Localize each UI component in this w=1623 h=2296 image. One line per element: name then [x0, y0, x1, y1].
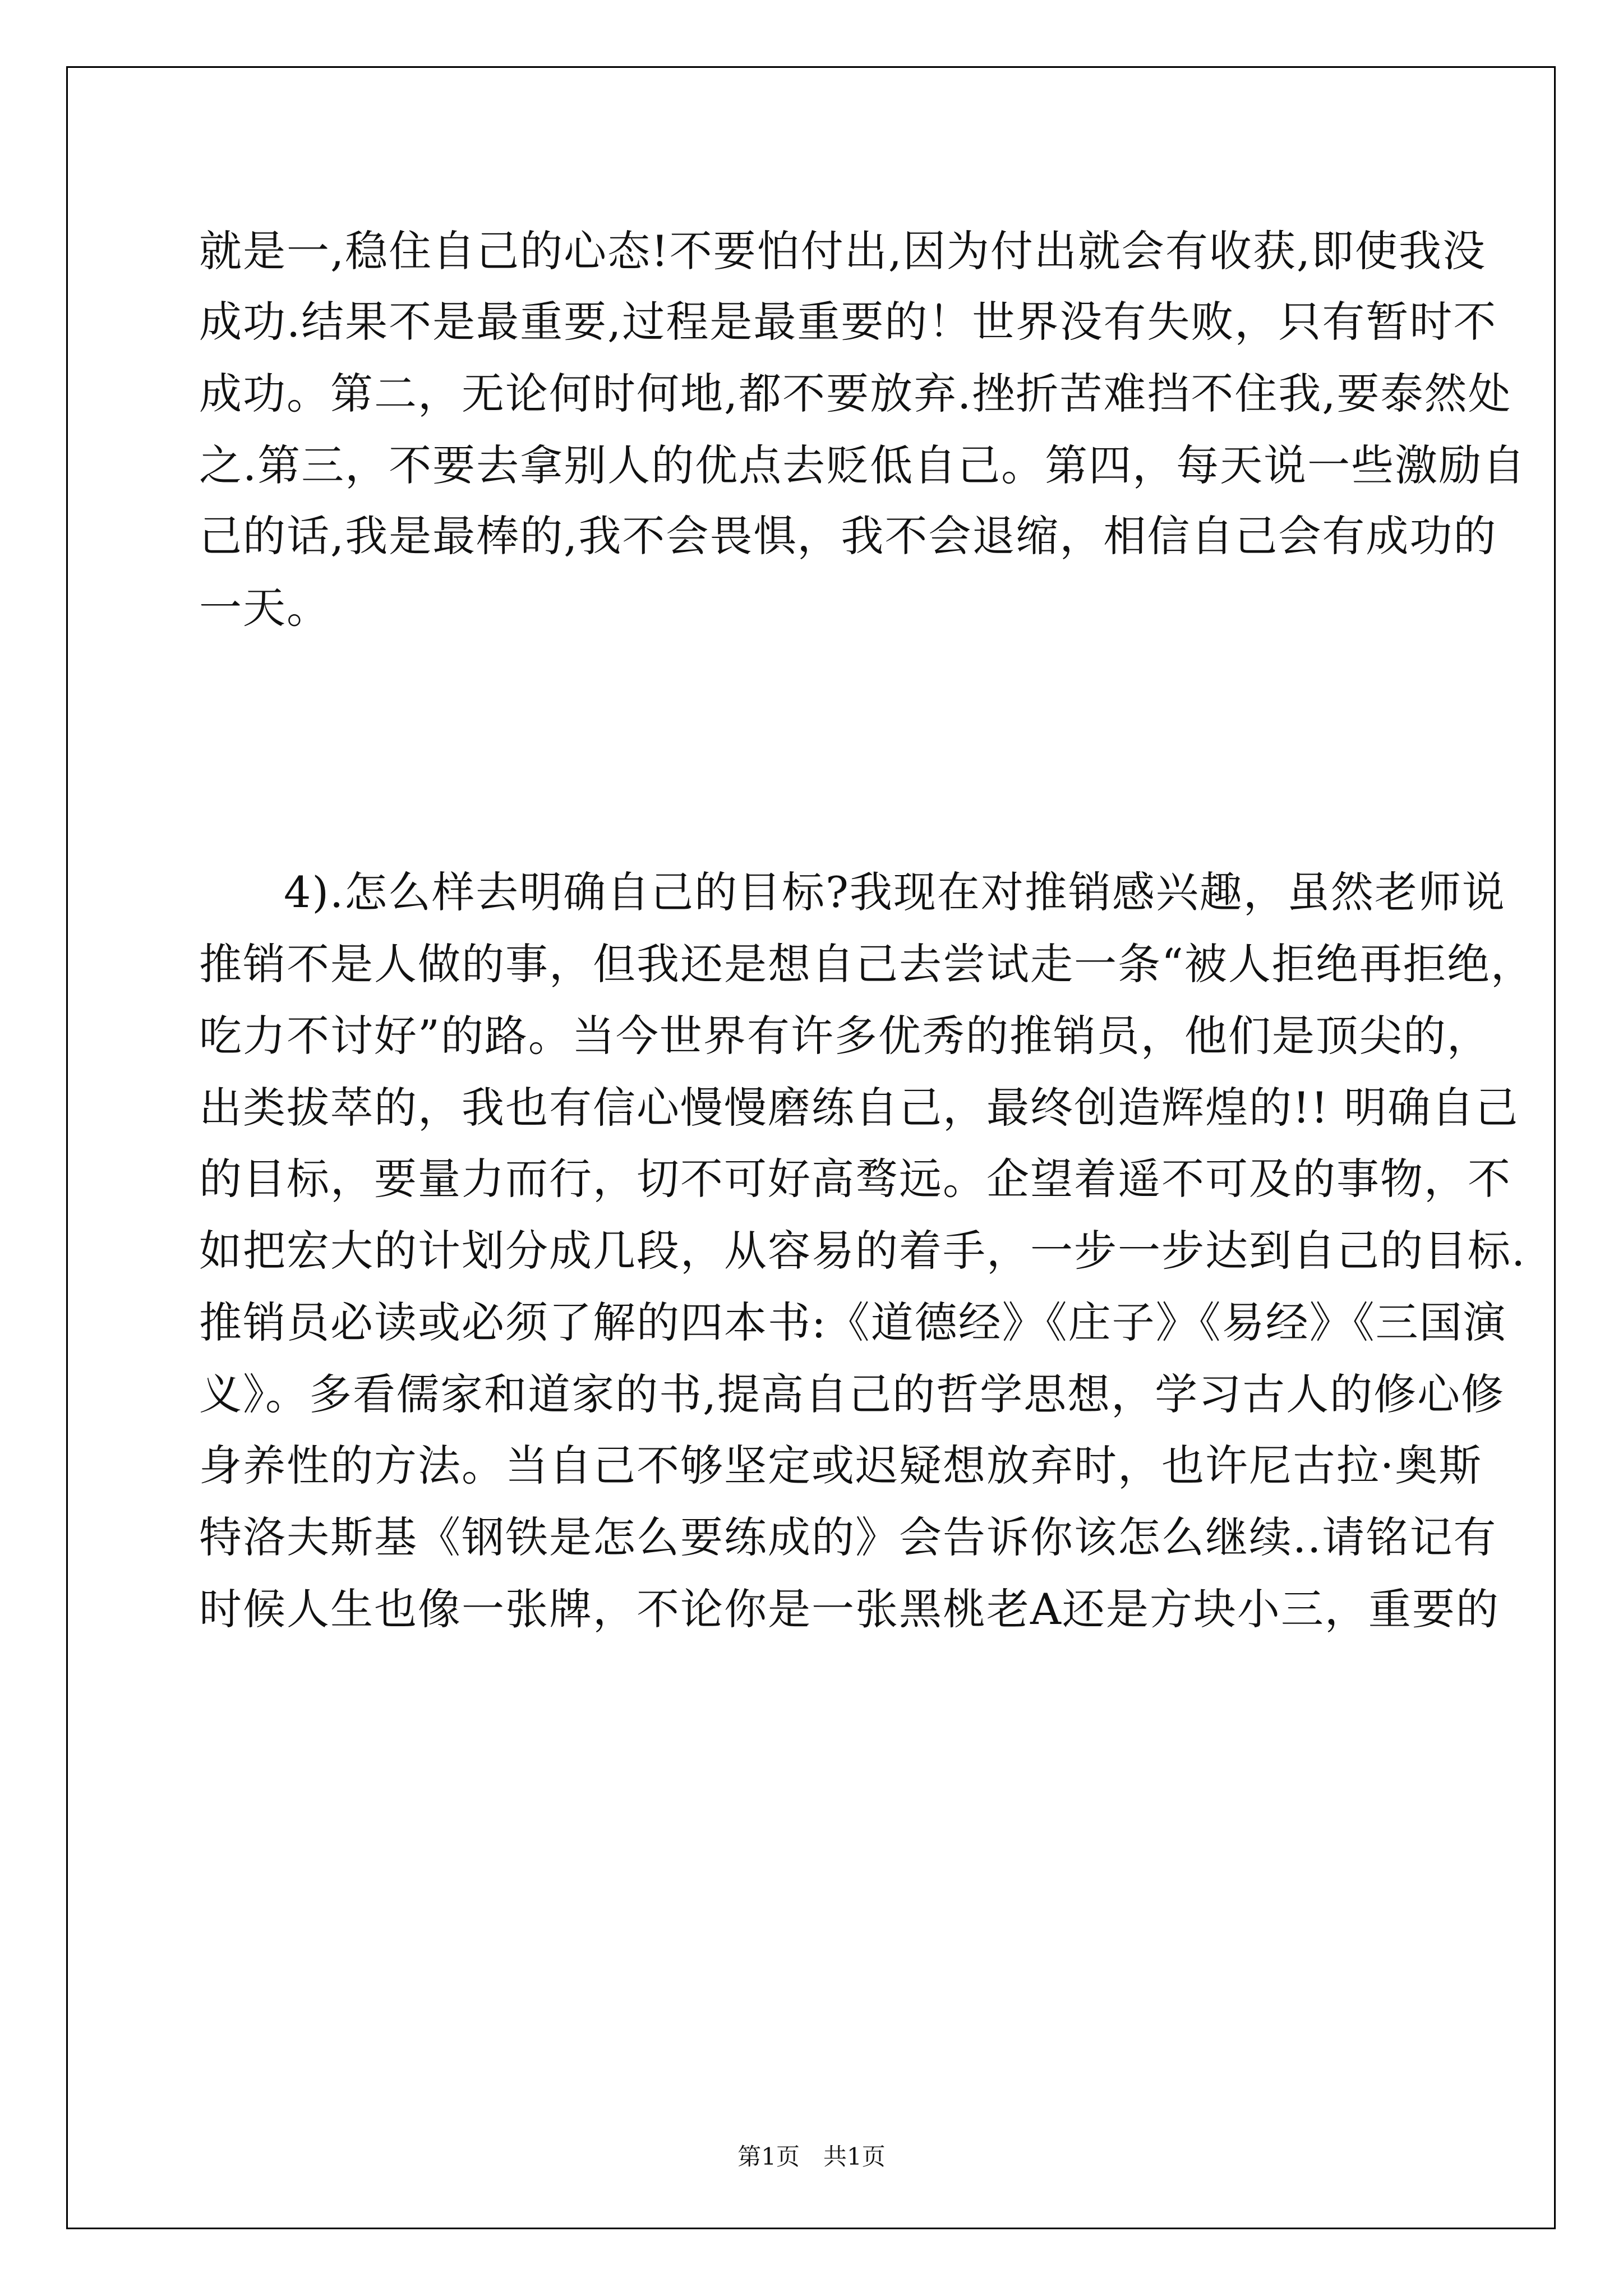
page-number-footer: 第1页 共1页 — [737, 2143, 886, 2170]
text-line: 特洛夫斯基《钢铁是怎么要练成的》会告诉你该怎么继续..请铭记有 — [199, 1512, 1497, 1562]
text-line: 己的话,我是最棒的,我不会畏惧，我不会退缩，相信自己会有成功的 — [199, 511, 1497, 561]
text-line: 推销不是人做的事，但我还是想自己去尝试走一条“被人拒绝再拒绝， — [199, 939, 1534, 989]
text-line: 出类拔萃的，我也有信心慢慢磨练自己，最终创造辉煌的!! 明确自己 — [199, 1083, 1519, 1133]
text-line: 就是一,稳住自己的心态!不要怕付出,因为付出就会有收获,即使我没 — [199, 226, 1487, 276]
paragraph-first-line: 4).怎么样去明确自己的目标?我现在对推销感兴趣，虽然老师说 — [284, 867, 1506, 917]
text-line: 时候人生也像一张牌，不论你是一张黑桃老A还是方块小三，重要的 — [199, 1584, 1500, 1634]
text-line: 的目标，要量力而行，切不可好高骛远。企望着遥不可及的事物，不 — [199, 1154, 1511, 1204]
text-line: 如把宏大的计划分成几段，从容易的着手，一步一步达到自己的目标. — [199, 1226, 1527, 1276]
text-line: 推销员必读或必须了解的四本书:《道德经》《庄子》《易经》《三国演 — [199, 1297, 1507, 1347]
text-line: 成功.结果不是最重要,过程是最重要的！世界没有失败，只有暂时不 — [199, 297, 1497, 347]
text-line: 义》。多看儒家和道家的书,提高自己的哲学思想，学习古人的修心修 — [199, 1369, 1505, 1419]
text-line: 身养性的方法。当自己不够坚定或迟疑想放弃时，也许尼古拉·奥斯 — [199, 1441, 1483, 1490]
text-line: 之.第三，不要去拿别人的优点去贬低自己。第四，每天说一些激励自 — [199, 440, 1527, 490]
text-line: 成功。第二，无论何时何地,都不要放弃.挫折苦难挡不住我,要泰然处 — [199, 369, 1512, 418]
text-line: 吃力不讨好”的路。当今世界有许多优秀的推销员，他们是顶尖的， — [199, 1011, 1491, 1061]
text-line: 一天。 — [199, 583, 330, 633]
